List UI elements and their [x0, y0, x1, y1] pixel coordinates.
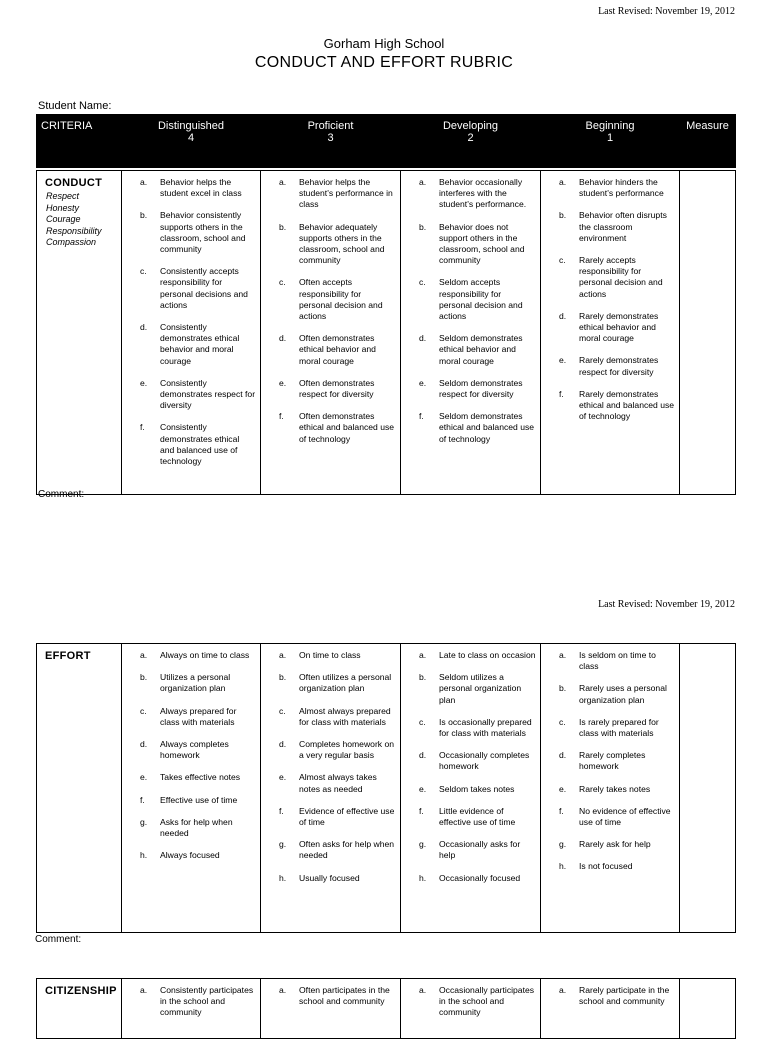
last-revised-date: Last Revised: November 19, 2012 — [598, 6, 735, 17]
item-marker: a. — [559, 177, 567, 187]
item-marker: f. — [419, 805, 424, 816]
rubric-item — [559, 717, 675, 739]
item-text: Behavior helps the student's performance in class — [299, 177, 393, 210]
rubric-item — [140, 706, 256, 728]
rubric-item — [140, 772, 256, 783]
citizenship-distinguished-list — [122, 979, 260, 1019]
conduct-measure-cell[interactable] — [680, 171, 736, 495]
effort-proficient-list — [261, 644, 400, 884]
item-marker: b. — [559, 683, 567, 694]
rubric-item — [419, 177, 536, 211]
citizenship-title: CITIZENSHIP — [45, 985, 117, 997]
item-marker: h. — [140, 850, 148, 861]
item-text: Is occasionally prepared for class with materials — [439, 716, 532, 739]
rubric-item — [279, 411, 396, 445]
item-text: Always on time to class — [160, 650, 250, 660]
item-marker: f. — [559, 388, 564, 399]
rubric-item — [279, 985, 396, 1007]
item-text: Seldom demonstrates respect for diversity — [439, 377, 523, 400]
rubric-item — [279, 277, 396, 322]
item-marker: c. — [279, 277, 286, 288]
item-marker: d. — [559, 310, 567, 321]
item-marker: c. — [279, 705, 286, 716]
item-text: On time to class — [299, 650, 361, 660]
item-text: Rarely accepts responsibility for personal decision and actions — [579, 255, 663, 299]
conduct-row — [37, 171, 736, 495]
effort-measure-cell[interactable] — [680, 644, 736, 933]
citizenship-measure-cell[interactable] — [680, 979, 736, 1039]
rubric-item — [419, 985, 536, 1019]
conduct-rubric-table — [36, 114, 736, 495]
item-marker: a. — [279, 985, 287, 995]
item-text: Almost always takes notes as needed — [299, 772, 377, 794]
rubric-item — [140, 650, 256, 661]
rubric-item — [140, 817, 256, 839]
item-text: Rarely demonstrates respect for diversity — [579, 355, 659, 377]
level-header-beginning: Beginning 1 — [541, 115, 680, 168]
effort-beginning-list — [541, 644, 679, 873]
item-text: Rarely participate in the school and community — [579, 985, 670, 1007]
item-text: Is rarely prepared for class with materials — [579, 716, 659, 739]
level-header-developing: Developing 2 — [401, 115, 541, 168]
effort-distinguished-list — [122, 644, 260, 861]
item-marker: a. — [559, 985, 567, 995]
item-marker: e. — [279, 772, 287, 783]
rubric-item — [419, 222, 536, 267]
conduct-criteria-cell — [37, 171, 122, 495]
rubric-item — [140, 739, 256, 761]
effort-developing-list — [401, 644, 540, 884]
item-text: Seldom demonstrates ethical behavior and moral courage — [439, 333, 523, 366]
item-marker: b. — [140, 210, 148, 221]
item-marker: c. — [140, 266, 147, 277]
rubric-item — [140, 422, 256, 467]
rubric-item — [419, 378, 536, 400]
item-marker: f. — [559, 805, 564, 816]
item-text: Behavior helps the student excel in class — [160, 177, 242, 199]
item-marker: d. — [419, 750, 427, 761]
item-text: Behavior hinders the student's performance — [579, 177, 664, 199]
rubric-item — [419, 784, 536, 795]
item-marker: a. — [559, 650, 567, 660]
item-text: Effective use of time — [160, 794, 238, 805]
rubric-item — [559, 683, 675, 705]
rubric-item — [279, 806, 396, 828]
item-marker: f. — [279, 805, 284, 816]
item-text: Often asks for help when needed — [299, 839, 395, 861]
item-marker: e. — [140, 772, 148, 783]
item-text: Occasionally asks for help — [439, 839, 521, 861]
item-text: Behavior occasionally interferes with the student's performance. — [439, 177, 527, 210]
conduct-distinguished-list — [122, 171, 260, 467]
item-marker: d. — [279, 739, 287, 750]
item-text: Often demonstrates ethical behavior and moral courage — [299, 333, 376, 366]
rubric-item — [559, 985, 675, 1007]
item-text: Consistently demonstrates ethical and balanced use of technology — [160, 422, 240, 467]
item-text: Almost always prepared for class with materials — [299, 705, 391, 727]
effort-title: EFFORT — [45, 650, 91, 662]
rubric-item — [559, 210, 675, 244]
item-marker: d. — [140, 739, 148, 750]
item-marker: a. — [279, 177, 287, 187]
criteria-header: CRITERIA — [37, 115, 122, 168]
effort-criteria-cell — [37, 644, 122, 933]
item-text: Behavior often disrupts the classroom environment — [579, 210, 667, 243]
citizenship-row — [37, 979, 736, 1039]
item-marker: a. — [279, 650, 287, 660]
rubric-item — [419, 333, 536, 367]
citizenship-beginning-list — [541, 979, 679, 1007]
item-text: Often demonstrates respect for diversity — [299, 377, 375, 400]
rubric-item — [559, 750, 675, 772]
item-marker: e. — [419, 783, 427, 794]
item-marker: a. — [140, 985, 148, 995]
rubric-item — [419, 411, 536, 445]
item-marker: h. — [279, 872, 287, 883]
rubric-item — [419, 873, 536, 884]
rubric-item — [140, 850, 256, 861]
item-text: Behavior does not support others in the classroom, school and community — [439, 221, 525, 266]
conduct-comment-label: Comment: — [38, 489, 85, 500]
item-text: Rarely completes homework — [579, 750, 646, 772]
item-text: Always prepared for class with materials — [160, 705, 237, 727]
item-marker: c. — [419, 277, 426, 288]
item-marker: f. — [140, 422, 145, 433]
item-text: Consistently accepts responsibility for personal decisions and actions — [160, 266, 248, 310]
school-name: Gorham High School — [323, 36, 445, 51]
measure-header: Measure — [680, 115, 736, 168]
rubric-item — [559, 255, 675, 300]
rubric-item — [140, 210, 256, 255]
item-text: Usually focused — [299, 872, 360, 883]
conduct-values: Respect Honesty Courage Responsibility Compassion — [46, 191, 102, 247]
item-text: Rarely uses a personal organization plan — [579, 683, 667, 705]
item-marker: b. — [279, 221, 287, 232]
item-marker: f. — [279, 411, 284, 422]
item-text: Evidence of effective use of time — [299, 805, 395, 828]
rubric-item — [559, 650, 675, 672]
item-marker: g. — [140, 816, 148, 827]
item-text: Occasionally completes homework — [439, 750, 530, 772]
rubric-item — [419, 672, 536, 706]
item-marker: b. — [140, 672, 148, 683]
item-text: Seldom utilizes a personal organization plan — [439, 672, 522, 705]
page-title: CONDUCT AND EFFORT RUBRIC — [254, 54, 514, 71]
item-marker: g. — [419, 839, 427, 850]
rubric-item — [419, 750, 536, 772]
item-text: Often utilizes a personal organization plan — [299, 672, 392, 694]
item-marker: b. — [419, 672, 427, 683]
rubric-item — [559, 806, 675, 828]
item-marker: c. — [140, 705, 147, 716]
item-text: Seldom takes notes — [439, 783, 515, 794]
last-revised-date: Last Revised: November 19, 2012 — [598, 599, 735, 610]
item-marker: g. — [279, 839, 287, 850]
rubric-item — [279, 177, 396, 211]
rubric-item — [279, 706, 396, 728]
level-header-proficient: Proficient 3 — [261, 115, 401, 168]
rubric-item — [140, 672, 256, 694]
item-text: Behavior adequately supports others in the classroom, school and community — [299, 221, 385, 266]
rubric-item — [279, 772, 396, 794]
rubric-item — [559, 784, 675, 795]
item-marker: e. — [559, 783, 567, 794]
conduct-title: CONDUCT — [45, 177, 103, 189]
item-text: Consistently demonstrates ethical behavior and moral courage — [160, 322, 240, 366]
item-marker: e. — [419, 377, 427, 388]
effort-row — [37, 644, 736, 933]
item-text: Takes effective notes — [160, 772, 241, 783]
item-marker: d. — [279, 333, 287, 344]
item-marker: a. — [419, 177, 427, 187]
item-marker: d. — [559, 750, 567, 761]
item-text: Occasionally focused — [439, 872, 521, 883]
citizenship-rubric-table — [36, 978, 736, 1039]
item-text: Is seldom on time to class — [579, 650, 656, 672]
rubric-item — [559, 177, 675, 199]
rubric-item — [140, 322, 256, 367]
item-marker: b. — [279, 672, 287, 683]
rubric-item — [140, 795, 256, 806]
rubric-item — [279, 873, 396, 884]
item-text: Rarely demonstrates ethical behavior and moral courage — [579, 310, 659, 344]
rubric-item — [419, 839, 536, 861]
item-marker: d. — [140, 322, 148, 333]
item-text: Completes homework on a very regular basis — [299, 739, 395, 761]
item-text: Occasionally participates in the school and community — [439, 985, 535, 1018]
item-marker: a. — [140, 650, 148, 660]
item-marker: h. — [559, 861, 567, 872]
item-text: Behavior consistently supports others in the classroom, school and community — [160, 210, 246, 255]
item-text: Often demonstrates ethical and balanced use of technology — [299, 411, 395, 444]
item-marker: e. — [140, 377, 148, 388]
rubric-item — [140, 266, 256, 311]
conduct-proficient-list — [261, 171, 400, 445]
rubric-item — [419, 806, 536, 828]
item-text: Often accepts responsibility for personal decision and actions — [299, 277, 383, 322]
item-marker: f. — [140, 794, 145, 805]
rubric-item — [419, 277, 536, 322]
rubric-item — [279, 672, 396, 694]
item-text: Often participates in the school and community — [299, 985, 390, 1007]
item-text: Always focused — [160, 850, 220, 861]
item-text: Little evidence of effective use of time — [439, 805, 516, 828]
rubric-item — [279, 739, 396, 761]
item-text: Always completes homework — [160, 739, 229, 761]
citizenship-proficient-list — [261, 979, 400, 1007]
rubric-item — [279, 333, 396, 367]
rubric-item — [140, 378, 256, 412]
header-row — [37, 115, 736, 168]
item-marker: b. — [559, 210, 567, 221]
item-marker: c. — [559, 716, 566, 727]
item-text: Utilizes a personal organization plan — [160, 672, 231, 694]
item-marker: f. — [419, 411, 424, 422]
rubric-item — [279, 839, 396, 861]
item-text: Asks for help when needed — [160, 816, 233, 839]
rubric-item — [559, 389, 675, 423]
item-marker: h. — [419, 872, 427, 883]
rubric-item — [140, 985, 256, 1019]
rubric-item — [279, 222, 396, 267]
rubric-item — [559, 311, 675, 345]
item-marker: c. — [419, 716, 426, 727]
item-text: Is not focused — [579, 861, 633, 872]
item-marker: g. — [559, 839, 567, 850]
rubric-item — [559, 355, 675, 377]
item-text: Consistently participates in the school and community — [160, 985, 254, 1018]
citizenship-criteria-cell — [37, 979, 122, 1039]
citizenship-developing-list — [401, 979, 540, 1019]
item-marker: e. — [279, 377, 287, 388]
rubric-item — [279, 650, 396, 661]
item-text: Late to class on occasion — [439, 650, 536, 660]
conduct-beginning-list — [541, 171, 679, 422]
item-marker: e. — [559, 355, 567, 366]
item-text: No evidence of effective use of time — [579, 805, 671, 828]
rubric-item — [279, 378, 396, 400]
item-marker: d. — [419, 333, 427, 344]
conduct-developing-list — [401, 171, 540, 445]
item-marker: b. — [419, 221, 427, 232]
item-marker: a. — [140, 177, 148, 187]
effort-comment-label: Comment: — [35, 934, 82, 945]
item-marker: a. — [419, 985, 427, 995]
item-marker: c. — [559, 255, 566, 266]
rubric-item — [140, 177, 256, 199]
effort-rubric-table — [36, 643, 736, 933]
item-marker: a. — [419, 650, 427, 660]
item-text: Rarely demonstrates ethical and balanced use of technology — [579, 388, 675, 422]
rubric-item — [419, 717, 536, 739]
rubric-item — [559, 839, 675, 850]
rubric-item — [559, 861, 675, 872]
rubric-item — [419, 650, 536, 661]
item-text: Rarely takes notes — [579, 783, 651, 794]
item-text: Consistently demonstrates respect for diversity — [160, 377, 256, 411]
item-text: Seldom accepts responsibility for personal decision and actions — [439, 277, 523, 322]
item-text: Rarely ask for help — [579, 839, 651, 850]
student-name-label: Student Name: — [38, 100, 112, 112]
level-header-distinguished: Distinguished 4 — [122, 115, 261, 168]
item-text: Seldom demonstrates ethical and balanced use of technology — [439, 411, 535, 444]
